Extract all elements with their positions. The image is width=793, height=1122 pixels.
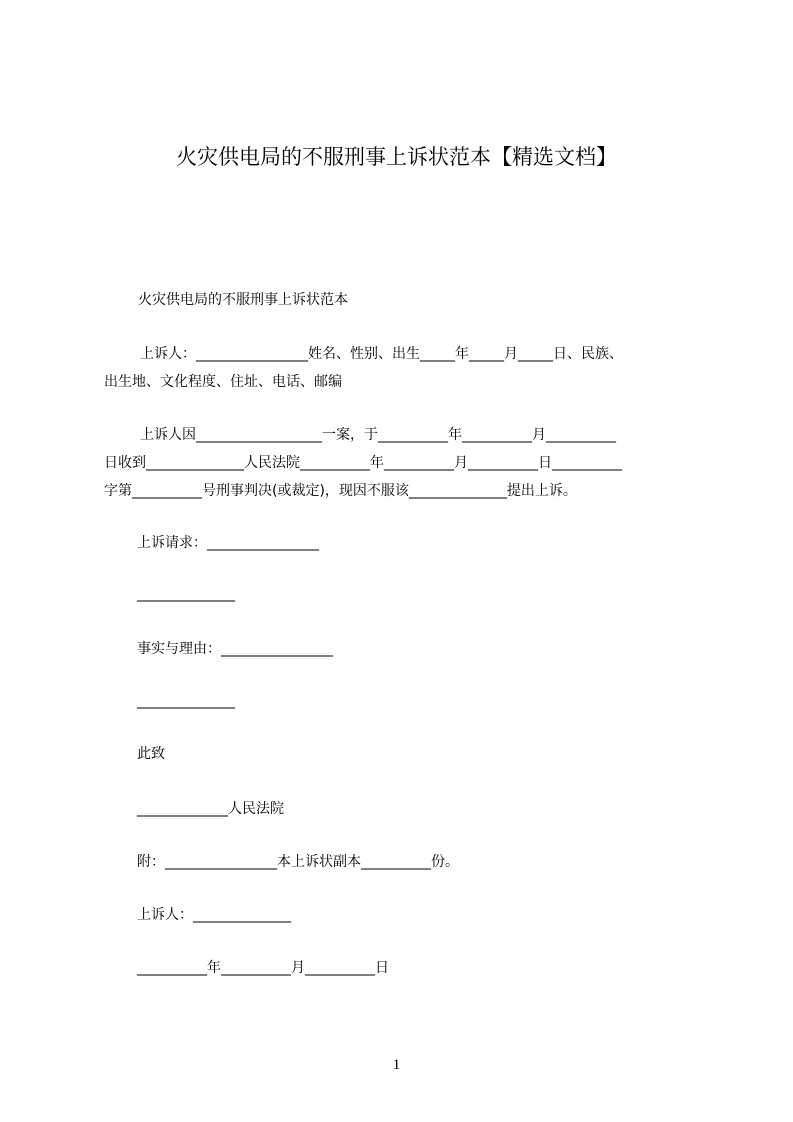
facts-reasons-line: 事实与理由：________________ — [137, 641, 333, 657]
appeal-request-blank: ______________ — [137, 586, 235, 602]
case-paragraph-line-1: 上诉人因__________________一案，于__________年__________月__________ — [140, 427, 616, 443]
page-number: 1 — [392, 1057, 401, 1073]
attachment-line: 附：________________本上诉状副本__________份。 — [137, 854, 459, 870]
court-line: _____________人民法院 — [137, 801, 284, 817]
case-paragraph-line-3: 字第__________号刑事判决(或裁定)，现因不服该______________提出上诉。 — [104, 483, 577, 499]
signature-line: 上诉人：______________ — [137, 907, 291, 923]
salutation: 此致 — [137, 746, 165, 762]
date-line: __________年__________月__________日 — [137, 960, 389, 976]
doc-subtitle: 火灾供电局的不服刑事上诉状范本 — [138, 292, 348, 308]
appellant-line-cont: 出生地、文化程度、住址、电话、邮编 — [104, 374, 342, 390]
case-paragraph-line-2: 日收到______________人民法院__________年__________月__________日__________ — [104, 455, 622, 471]
appellant-line: 上诉人：________________姓名、性别、出生_____年_____月_____日、民族、 — [140, 346, 623, 362]
appeal-request-line: 上诉请求：________________ — [137, 535, 319, 551]
facts-reasons-blank: ______________ — [137, 693, 235, 709]
document-title: 火灾供电局的不服刑事上诉状范本【精选文档】 — [176, 145, 617, 169]
